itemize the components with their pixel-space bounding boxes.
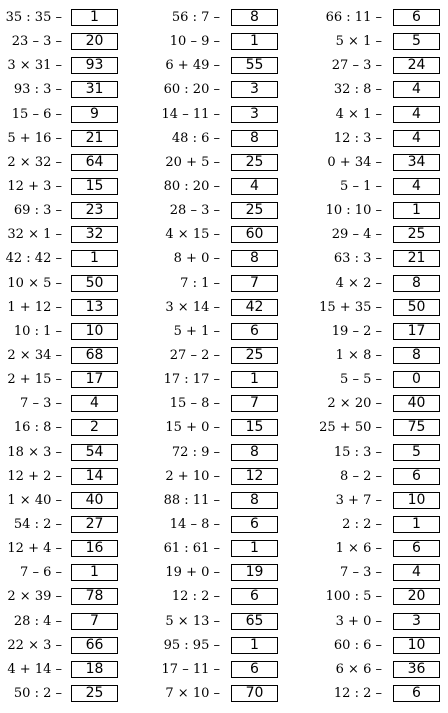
exercise-row <box>150 31 278 55</box>
exercise-column-3 <box>310 7 440 707</box>
answer-box[interactable]: 93 <box>71 57 118 74</box>
exercise-row <box>310 176 440 200</box>
exercise-row <box>150 490 278 514</box>
exercise-row <box>0 562 118 586</box>
exercise-row <box>150 562 278 586</box>
answer-box[interactable]: 6 <box>393 685 440 702</box>
exercise-expression: 80 : 20 – <box>163 178 220 194</box>
exercise-row <box>0 176 118 200</box>
answer-box[interactable]: 8 <box>231 250 278 267</box>
exercise-row <box>150 224 278 248</box>
answer-box[interactable]: 20 <box>71 33 118 50</box>
exercise-expression: 1 × 8 – <box>335 347 382 363</box>
exercise-row <box>310 55 440 79</box>
exercise-expression: 32 × 1 – <box>7 227 62 243</box>
exercise-expression: 2 × 34 – <box>7 347 62 363</box>
exercise-expression: 8 – 2 – <box>340 468 382 484</box>
exercise-row <box>310 562 440 586</box>
answer-box[interactable]: 4 <box>71 395 118 412</box>
exercise-expression: 42 : 42 – <box>5 251 62 267</box>
exercise-expression: 0 + 34 – <box>327 154 382 170</box>
exercise-row <box>0 31 118 55</box>
exercise-row <box>0 200 118 224</box>
answer-box[interactable]: 9 <box>71 106 118 123</box>
exercise-expression: 19 – 2 – <box>331 323 382 339</box>
exercise-row <box>310 683 440 707</box>
exercise-expression: 16 : 8 – <box>13 420 62 436</box>
exercise-row <box>0 297 118 321</box>
answer-box[interactable]: 6 <box>231 323 278 340</box>
answer-box[interactable]: 19 <box>231 564 278 581</box>
exercise-row <box>310 490 440 514</box>
answer-box[interactable]: 1 <box>71 250 118 267</box>
answer-box[interactable]: 6 <box>231 588 278 605</box>
exercise-row <box>0 683 118 707</box>
exercise-expression: 61 : 61 – <box>163 541 220 557</box>
answer-box[interactable]: 75 <box>393 419 440 436</box>
exercise-expression: 50 : 2 – <box>13 685 62 701</box>
answer-box[interactable]: 6 <box>231 516 278 533</box>
exercise-expression: 7 – 3 – <box>20 396 62 412</box>
exercise-column-1 <box>0 7 118 707</box>
answer-box[interactable]: 24 <box>393 57 440 74</box>
exercise-expression: 28 : 4 – <box>13 613 62 629</box>
exercise-row <box>150 248 278 272</box>
answer-box[interactable]: 6 <box>393 468 440 485</box>
exercise-expression: 10 – 9 – <box>169 34 220 50</box>
answer-box[interactable]: 7 <box>71 613 118 630</box>
exercise-expression: 60 : 20 – <box>163 82 220 98</box>
answer-box[interactable]: 7 <box>231 275 278 292</box>
answer-box[interactable]: 15 <box>231 419 278 436</box>
answer-box[interactable]: 1 <box>231 540 278 557</box>
answer-box[interactable]: 8 <box>393 347 440 364</box>
answer-box[interactable]: 6 <box>393 540 440 557</box>
exercise-row <box>310 345 440 369</box>
exercise-expression: 3 × 31 – <box>7 58 62 74</box>
exercise-expression: 35 : 35 – <box>5 10 62 25</box>
answer-box[interactable]: 1 <box>393 202 440 219</box>
exercise-expression: 32 : 8 – <box>333 82 382 98</box>
exercise-row <box>0 321 118 345</box>
exercise-expression: 6 × 6 – <box>335 661 382 677</box>
exercise-row <box>310 538 440 562</box>
answer-box[interactable]: 25 <box>231 347 278 364</box>
exercise-expression: 5 × 1 – <box>335 34 382 50</box>
exercise-row <box>310 635 440 659</box>
exercise-expression: 15 – 6 – <box>11 106 62 122</box>
answer-box[interactable]: 70 <box>231 685 278 702</box>
answer-box[interactable]: 55 <box>231 57 278 74</box>
exercise-row <box>0 369 118 393</box>
exercise-expression: 8 + 0 – <box>173 251 220 267</box>
exercise-row <box>0 248 118 272</box>
exercise-row <box>150 273 278 297</box>
exercise-row <box>0 417 118 441</box>
answer-box[interactable]: 20 <box>393 588 440 605</box>
answer-box[interactable]: 8 <box>231 492 278 509</box>
answer-box[interactable]: 0 <box>393 371 440 388</box>
exercise-row <box>150 55 278 79</box>
exercise-expression: 18 × 3 – <box>7 444 62 460</box>
answer-box[interactable]: 16 <box>71 540 118 557</box>
exercise-row <box>310 611 440 635</box>
exercise-expression: 54 : 2 – <box>13 516 62 532</box>
exercise-row <box>0 514 118 538</box>
exercise-row <box>150 128 278 152</box>
answer-box[interactable]: 4 <box>393 564 440 581</box>
answer-box[interactable]: 32 <box>71 226 118 243</box>
exercise-expression: 28 – 3 – <box>169 203 220 219</box>
answer-box[interactable]: 4 <box>393 106 440 123</box>
exercise-expression: 20 + 5 – <box>165 154 220 170</box>
exercise-row <box>0 611 118 635</box>
exercise-expression: 5 – 5 – <box>340 372 382 388</box>
exercise-expression: 5 + 16 – <box>7 130 62 146</box>
exercise-row <box>150 466 278 490</box>
exercise-expression: 2 × 32 – <box>7 154 62 170</box>
exercise-row <box>310 442 440 466</box>
exercise-expression: 66 : 11 – <box>325 10 382 25</box>
exercise-row <box>310 321 440 345</box>
exercise-expression: 27 – 3 – <box>331 58 382 74</box>
answer-box[interactable]: 13 <box>71 299 118 316</box>
exercise-row <box>0 7 118 31</box>
exercise-row <box>310 417 440 441</box>
exercise-row <box>150 514 278 538</box>
answer-box[interactable]: 10 <box>393 637 440 654</box>
answer-box[interactable]: 8 <box>231 9 278 26</box>
exercise-expression: 93 : 3 – <box>13 82 62 98</box>
exercise-row <box>310 393 440 417</box>
exercise-expression: 14 – 8 – <box>169 516 220 532</box>
exercise-expression: 1 × 6 – <box>335 541 382 557</box>
exercise-expression: 6 + 49 – <box>165 58 220 74</box>
exercise-row <box>150 200 278 224</box>
exercise-row <box>310 224 440 248</box>
exercise-expression: 10 × 5 – <box>7 275 62 291</box>
exercise-expression: 2 × 20 – <box>327 396 382 412</box>
exercise-expression: 7 × 10 – <box>165 685 220 701</box>
answer-box[interactable]: 10 <box>71 323 118 340</box>
answer-box[interactable]: 2 <box>71 419 118 436</box>
exercise-expression: 15 + 0 – <box>165 420 220 436</box>
answer-box[interactable]: 8 <box>393 275 440 292</box>
exercise-expression: 95 : 95 – <box>163 637 220 653</box>
exercise-row <box>0 224 118 248</box>
answer-box[interactable]: 3 <box>231 81 278 98</box>
exercise-expression: 10 : 10 – <box>325 203 382 219</box>
exercise-row <box>310 248 440 272</box>
answer-box[interactable]: 25 <box>393 226 440 243</box>
answer-box[interactable]: 4 <box>393 81 440 98</box>
answer-box[interactable]: 25 <box>231 202 278 219</box>
exercise-expression: 1 + 12 – <box>7 299 62 315</box>
answer-box[interactable]: 40 <box>393 395 440 412</box>
exercise-expression: 10 : 1 – <box>13 323 62 339</box>
exercise-row <box>150 345 278 369</box>
exercise-expression: 88 : 11 – <box>163 492 220 508</box>
exercise-expression: 4 × 15 – <box>165 227 220 243</box>
exercise-expression: 69 : 3 – <box>13 203 62 219</box>
exercise-row <box>0 152 118 176</box>
answer-box[interactable]: 66 <box>71 637 118 654</box>
exercise-expression: 15 : 3 – <box>333 444 382 460</box>
answer-box[interactable]: 5 <box>393 444 440 461</box>
exercise-row <box>150 7 278 31</box>
exercise-expression: 1 × 40 – <box>7 492 62 508</box>
answer-box[interactable]: 3 <box>393 613 440 630</box>
answer-box[interactable]: 65 <box>231 613 278 630</box>
answer-box[interactable]: 4 <box>393 178 440 195</box>
answer-box[interactable]: 1 <box>71 9 118 26</box>
exercise-expression: 56 : 7 – <box>171 10 220 25</box>
answer-box[interactable]: 64 <box>71 154 118 171</box>
exercise-expression: 3 × 14 – <box>165 299 220 315</box>
exercise-expression: 4 + 14 – <box>7 661 62 677</box>
exercise-expression: 100 : 5 – <box>325 589 382 605</box>
exercise-expression: 2 + 15 – <box>7 372 62 388</box>
answer-box[interactable]: 18 <box>71 661 118 678</box>
exercise-expression: 60 : 6 – <box>333 637 382 653</box>
answer-box[interactable]: 17 <box>393 323 440 340</box>
exercise-expression: 22 × 3 – <box>7 637 62 653</box>
exercise-expression: 12 : 3 – <box>333 130 382 146</box>
answer-box[interactable]: 1 <box>231 371 278 388</box>
answer-box[interactable]: 23 <box>71 202 118 219</box>
exercise-row <box>150 442 278 466</box>
exercise-row <box>0 55 118 79</box>
answer-box[interactable]: 4 <box>393 130 440 147</box>
exercise-row <box>310 79 440 103</box>
exercise-expression: 7 – 3 – <box>340 565 382 581</box>
exercise-expression: 12 + 3 – <box>7 178 62 194</box>
exercise-row <box>150 611 278 635</box>
answer-box[interactable]: 14 <box>71 468 118 485</box>
exercise-row <box>150 635 278 659</box>
exercise-expression: 12 : 2 – <box>171 589 220 605</box>
answer-box[interactable]: 27 <box>71 516 118 533</box>
exercise-expression: 12 : 2 – <box>333 685 382 701</box>
answer-box[interactable]: 8 <box>231 130 278 147</box>
answer-box[interactable]: 42 <box>231 299 278 316</box>
exercise-row <box>150 152 278 176</box>
answer-box[interactable]: 21 <box>393 250 440 267</box>
exercise-row <box>310 7 440 31</box>
answer-box[interactable]: 25 <box>71 685 118 702</box>
exercise-row <box>310 104 440 128</box>
exercise-row <box>150 79 278 103</box>
exercise-expression: 2 : 2 – <box>342 516 382 532</box>
answer-box[interactable]: 6 <box>393 9 440 26</box>
answer-box[interactable]: 1 <box>71 564 118 581</box>
exercise-row <box>310 128 440 152</box>
exercise-expression: 17 – 11 – <box>161 661 220 677</box>
exercise-expression: 14 – 11 – <box>161 106 220 122</box>
answer-box[interactable]: 78 <box>71 588 118 605</box>
exercise-expression: 72 : 9 – <box>171 444 220 460</box>
answer-box[interactable]: 5 <box>393 33 440 50</box>
answer-box[interactable]: 36 <box>393 661 440 678</box>
exercise-row <box>0 659 118 683</box>
answer-box[interactable]: 50 <box>393 299 440 316</box>
exercise-row <box>0 345 118 369</box>
answer-box[interactable]: 4 <box>231 178 278 195</box>
exercise-expression: 17 : 17 – <box>163 372 220 388</box>
exercise-row <box>310 514 440 538</box>
exercise-row <box>310 31 440 55</box>
exercise-expression: 3 + 0 – <box>335 613 382 629</box>
exercise-expression: 19 + 0 – <box>165 565 220 581</box>
exercise-row <box>150 538 278 562</box>
exercise-expression: 12 + 2 – <box>7 468 62 484</box>
exercise-row <box>150 586 278 610</box>
answer-box[interactable]: 1 <box>231 637 278 654</box>
exercise-expression: 7 : 1 – <box>180 275 220 291</box>
exercise-row <box>0 393 118 417</box>
exercise-row <box>310 297 440 321</box>
exercise-row <box>150 321 278 345</box>
answer-box[interactable]: 12 <box>231 468 278 485</box>
answer-box[interactable]: 3 <box>231 106 278 123</box>
exercise-row <box>150 176 278 200</box>
exercise-expression: 5 × 13 – <box>165 613 220 629</box>
exercise-expression: 29 – 4 – <box>331 227 382 243</box>
exercise-expression: 23 – 3 – <box>11 34 62 50</box>
exercise-row <box>0 273 118 297</box>
exercise-row <box>150 393 278 417</box>
exercise-row <box>0 586 118 610</box>
answer-box[interactable]: 7 <box>231 395 278 412</box>
answer-box[interactable]: 6 <box>231 661 278 678</box>
answer-box[interactable]: 1 <box>393 516 440 533</box>
exercise-row <box>310 369 440 393</box>
exercise-expression: 3 + 7 – <box>335 492 382 508</box>
answer-box[interactable]: 60 <box>231 226 278 243</box>
exercise-row <box>150 683 278 707</box>
answer-box[interactable]: 54 <box>71 444 118 461</box>
answer-box[interactable]: 40 <box>71 492 118 509</box>
exercise-row <box>0 128 118 152</box>
exercise-expression: 4 × 1 – <box>335 106 382 122</box>
exercise-row <box>310 152 440 176</box>
exercise-expression: 25 + 50 – <box>319 420 382 436</box>
exercise-row <box>0 104 118 128</box>
exercise-row <box>150 297 278 321</box>
exercise-row <box>150 659 278 683</box>
exercise-row <box>0 79 118 103</box>
exercise-expression: 5 + 1 – <box>173 323 220 339</box>
exercise-expression: 2 + 10 – <box>165 468 220 484</box>
exercise-row <box>0 490 118 514</box>
exercise-row <box>310 200 440 224</box>
answer-box[interactable]: 17 <box>71 371 118 388</box>
exercise-row <box>0 538 118 562</box>
exercise-expression: 48 : 6 – <box>171 130 220 146</box>
exercise-expression: 7 – 6 – <box>20 565 62 581</box>
answer-box[interactable]: 21 <box>71 130 118 147</box>
answer-box[interactable]: 15 <box>71 178 118 195</box>
answer-box[interactable]: 8 <box>231 444 278 461</box>
exercise-expression: 15 – 8 – <box>169 396 220 412</box>
exercise-row <box>310 273 440 297</box>
exercise-expression: 15 + 35 – <box>319 299 382 315</box>
exercise-row <box>150 104 278 128</box>
exercise-row <box>150 417 278 441</box>
answer-box[interactable]: 1 <box>231 33 278 50</box>
exercise-row <box>0 635 118 659</box>
exercise-row <box>310 466 440 490</box>
answer-box[interactable]: 34 <box>393 154 440 171</box>
answer-box[interactable]: 68 <box>71 347 118 364</box>
exercise-expression: 4 × 2 – <box>335 275 382 291</box>
exercise-expression: 5 – 1 – <box>340 178 382 194</box>
exercise-expression: 12 + 4 – <box>7 541 62 557</box>
answer-box[interactable]: 25 <box>231 154 278 171</box>
exercise-expression: 63 : 3 – <box>333 251 382 267</box>
exercise-column-2 <box>150 7 278 707</box>
answer-box[interactable]: 10 <box>393 492 440 509</box>
answer-box[interactable]: 50 <box>71 275 118 292</box>
exercise-row <box>310 659 440 683</box>
exercise-row <box>150 369 278 393</box>
exercise-row <box>0 466 118 490</box>
exercise-expression: 27 – 2 – <box>169 347 220 363</box>
exercise-expression: 2 × 39 – <box>7 589 62 605</box>
exercise-row <box>0 442 118 466</box>
exercise-row <box>310 586 440 610</box>
answer-box[interactable]: 31 <box>71 81 118 98</box>
